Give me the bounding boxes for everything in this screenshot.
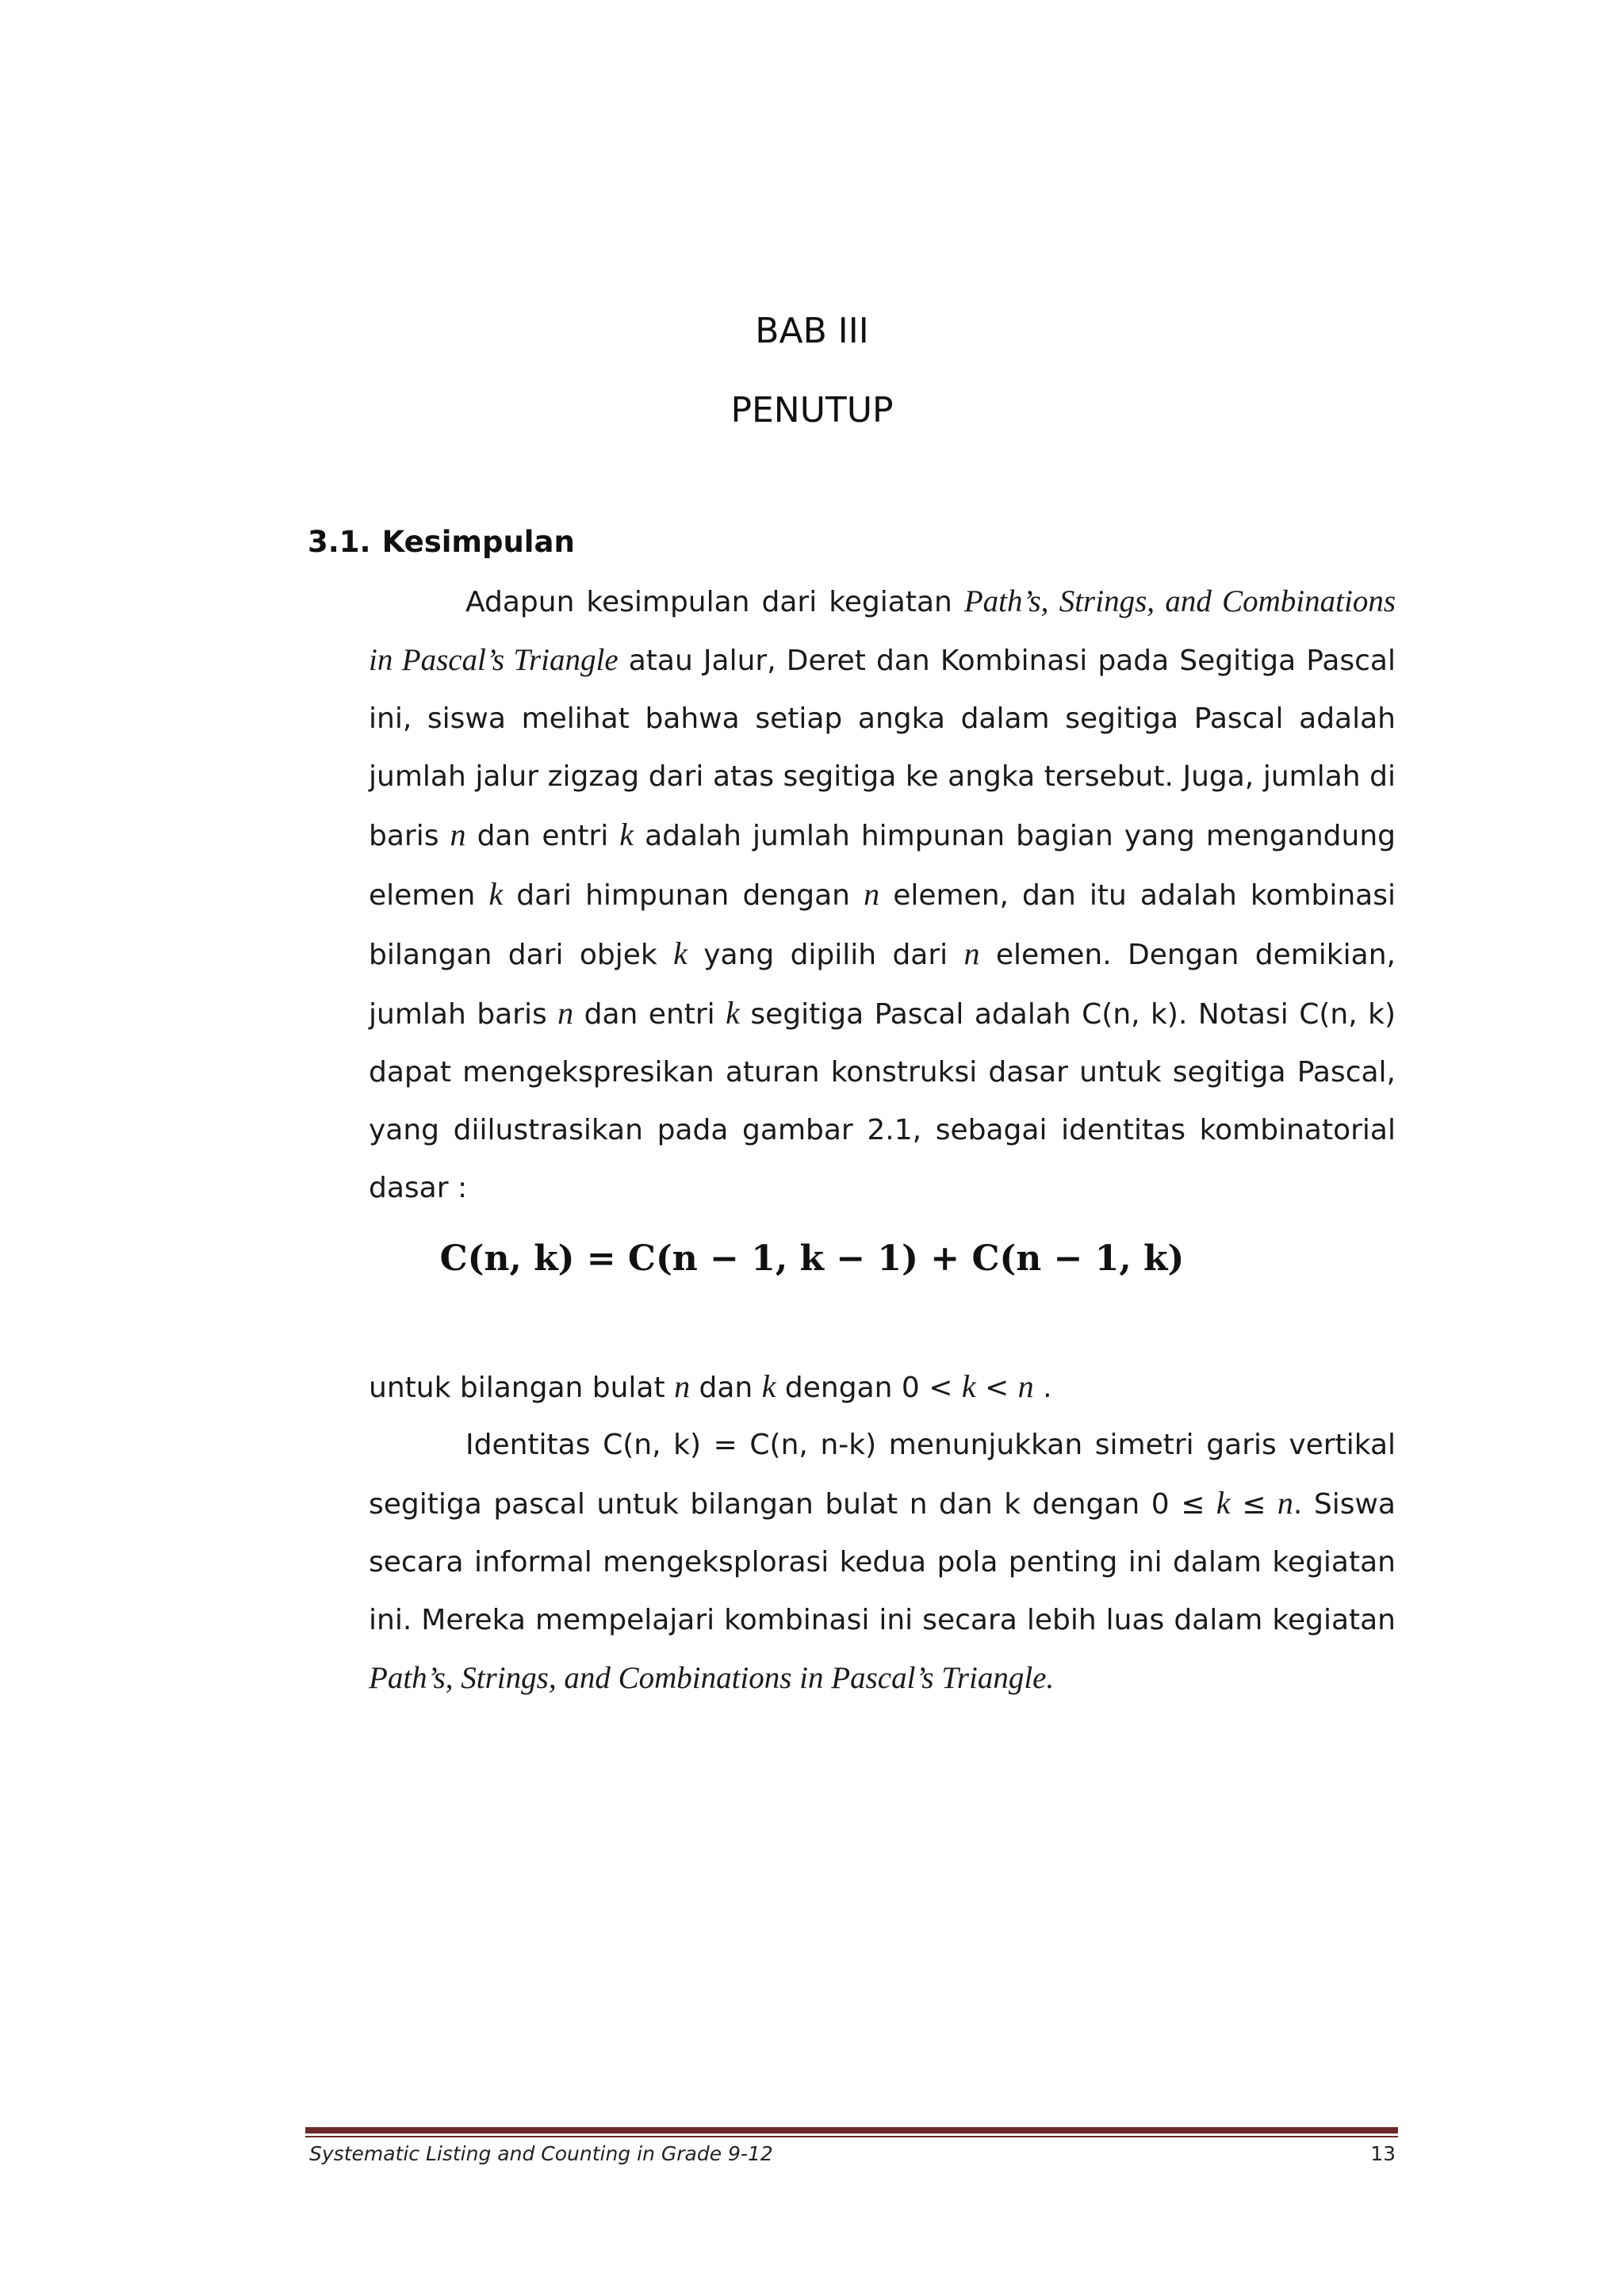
math-variable: k [619, 817, 634, 852]
chapter-number: BAB III [755, 311, 869, 351]
conclusion-paragraph-2 [369, 1357, 1396, 1417]
math-variable: n [557, 995, 574, 1031]
footer-rule-thin [305, 2136, 1398, 2137]
conclusion-paragraph-3 [369, 1416, 1396, 1708]
text-run: atau Jalur, Deret dan Kombinasi pada Segitiga Pascal ini, siswa melihat bahwa setiap angka dalam segitiga Pascal adalah jumlah jalur zigzag dari atas segitiga ke angka tersebut. Juga, jumlah di baris [369, 645, 1396, 852]
chapter-title: PENUTUP [730, 390, 894, 430]
math-variable: k [761, 1368, 776, 1404]
conclusion-paragraph-1 [369, 572, 1396, 1217]
text-run: dan [690, 1372, 762, 1404]
text-run: elemen, dan itu adalah kombinasi bilangan dari objek [369, 879, 1396, 971]
section-number: 3.1. [308, 525, 371, 559]
math-variable: n [450, 817, 466, 852]
text-run: Adapun kesimpulan dari kegiatan [465, 586, 964, 618]
math-variable: n [674, 1368, 691, 1404]
text-run: yang dipilih dari [687, 939, 964, 971]
math-variable: n [1277, 1485, 1293, 1521]
text-run: dan entri [465, 820, 620, 852]
math-variable: n [963, 936, 980, 971]
footer-document-title: Systematic Listing and Counting in Grade 9-12 [309, 2142, 773, 2165]
text-run: dan entri [573, 998, 726, 1031]
text-run: dari himpunan dengan [503, 879, 864, 912]
math-variable: k [1216, 1485, 1231, 1521]
math-variable: n [1017, 1368, 1034, 1404]
text-run: elemen. Dengan demikian, jumlah baris [369, 939, 1396, 1031]
activity-title-italic: Path’s, Strings, and Combinations in Pascal’s Triangle [369, 584, 1396, 677]
text-run: dengan 0 < [776, 1372, 962, 1404]
section-heading [308, 525, 575, 559]
math-variable: k [488, 876, 504, 912]
pascal-identity-formula: C(n, k) = C(n − 1, k − 1) + C(n − 1, k) [439, 1238, 1185, 1279]
math-variable: n [864, 876, 880, 912]
text-run: < [975, 1372, 1018, 1404]
math-variable: k [961, 1368, 976, 1404]
text-run: ≤ [1230, 1488, 1277, 1521]
text-run: . Siswa secara informal mengeksplorasi kedua pola penting ini dalam kegiatan ini. Mereka mempelajari kombinasi ini secara lebih luas dalam kegiatan [369, 1488, 1396, 1636]
math-variable: k [726, 995, 740, 1031]
text-run: . [1033, 1372, 1052, 1404]
activity-title-italic: Path’s, Strings, and Combinations in Pascal’s Triangle. [369, 1661, 1055, 1695]
text-run: Identitas C(n, k) = C(n, n-k) menunjukkan simetri garis vertikal segitiga pascal untuk bilangan bulat n dan k dengan 0 ≤ [369, 1429, 1396, 1521]
math-variable: k [673, 936, 688, 971]
footer-rule-thick [305, 2127, 1398, 2133]
text-run: segitiga Pascal adalah C(n, k). Notasi C(n, k) dapat mengekspresikan aturan konstruksi dasar untuk segitiga Pascal, yang diilustrasikan pada gambar 2.1, sebagai identitas kombinatorial dasar : [369, 998, 1396, 1204]
section-title: Kesimpulan [381, 525, 575, 559]
text-run: adalah jumlah himpunan bagian yang mengandung elemen [369, 820, 1396, 912]
footer-page-number: 13 [1370, 2142, 1396, 2165]
text-run: untuk bilangan bulat [369, 1372, 675, 1404]
